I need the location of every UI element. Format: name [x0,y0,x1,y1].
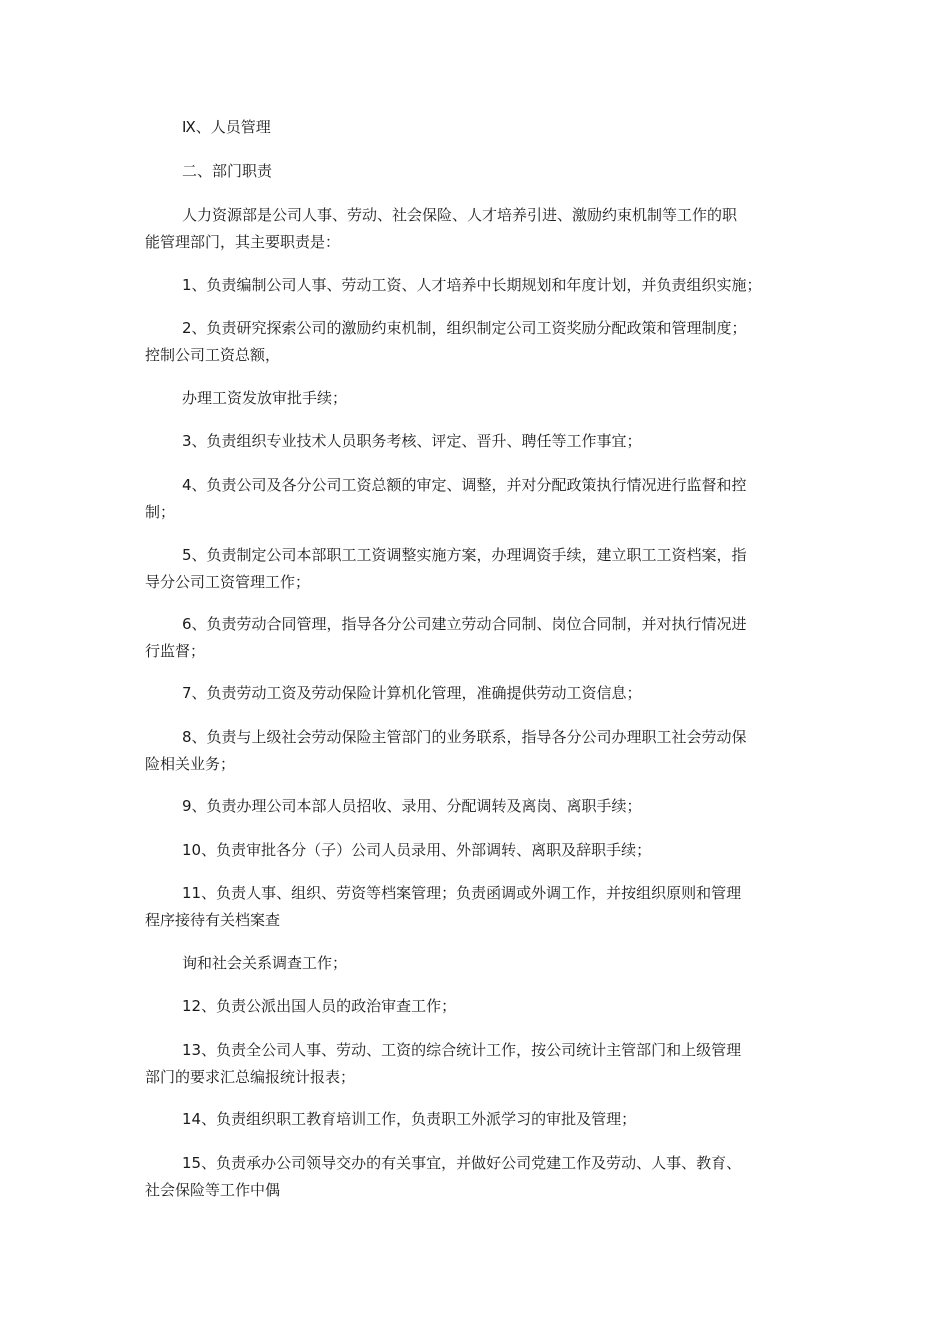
duty-item-1: 1、负责编制公司人事、劳动工资、人才培养中长期规划和年度计划，并负责组织实施； [182,276,762,294]
duty-item-15: 15、负责承办公司领导交办的有关事宜，并做好公司党建工作及劳动、人事、教育、 社会保险等工作中偶 [145,1154,742,1199]
duty-item-14: 14、负责组织职工教育培训工作，负责职工外派学习的审批及管理； [182,1110,637,1128]
intro-paragraph: 人力资源部是公司人事、劳动、社会保险、人才培养引进、激励约束机制等工作的职 能管理部门，其主要职责是： [145,206,738,251]
section-heading-duties: 二、部门职责 [182,162,273,180]
duty-item-2: 2、负责研究探索公司的激励约束机制，组织制定公司工资奖励分配政策和管理制度； 控制公司工资总额， [145,319,747,364]
duty-item-10: 10、负责审批各分（子）公司人员录用、外部调转、离职及辞职手续； [182,841,652,859]
duty-item-2-continued: 办理工资发放审批手续； [182,389,348,407]
duty-item-8: 8、负责与上级社会劳动保险主管部门的业务联系，指导各分公司办理职工社会劳动保 险相关业务； [145,728,747,773]
duty-item-9: 9、负责办理公司本部人员招收、录用、分配调转及离岗、离职手续； [182,797,642,815]
duty-item-7: 7、负责劳动工资及劳动保险计算机化管理，准确提供劳动工资信息； [182,684,642,702]
section-heading-personnel: Ⅸ、人员管理 [182,118,271,136]
duty-item-5: 5、负责制定公司本部职工工资调整实施方案，办理调资手续，建立职工工资档案，指 导分公司工资管理工作； [145,546,747,591]
duty-item-13: 13、负责全公司人事、劳动、工资的综合统计工作，按公司统计主管部门和上级管理 部门的要求汇总编报统计报表； [145,1041,742,1086]
duty-item-11-continued: 询和社会关系调查工作； [182,954,348,972]
duty-item-12: 12、负责公派出国人员的政治审查工作； [182,997,457,1015]
duty-item-11: 11、负责人事、组织、劳资等档案管理；负责函调或外调工作，并按组织原则和管理 程序接待有关档案查 [145,884,742,929]
duty-item-3: 3、负责组织专业技术人员职务考核、评定、晋升、聘任等工作事宜； [182,432,642,450]
duty-item-4: 4、负责公司及各分公司工资总额的审定、调整，并对分配政策执行情况进行监督和控 制； [145,476,747,521]
duty-item-6: 6、负责劳动合同管理，指导各分公司建立劳动合同制、岗位合同制，并对执行情况进 行监督； [145,615,747,660]
